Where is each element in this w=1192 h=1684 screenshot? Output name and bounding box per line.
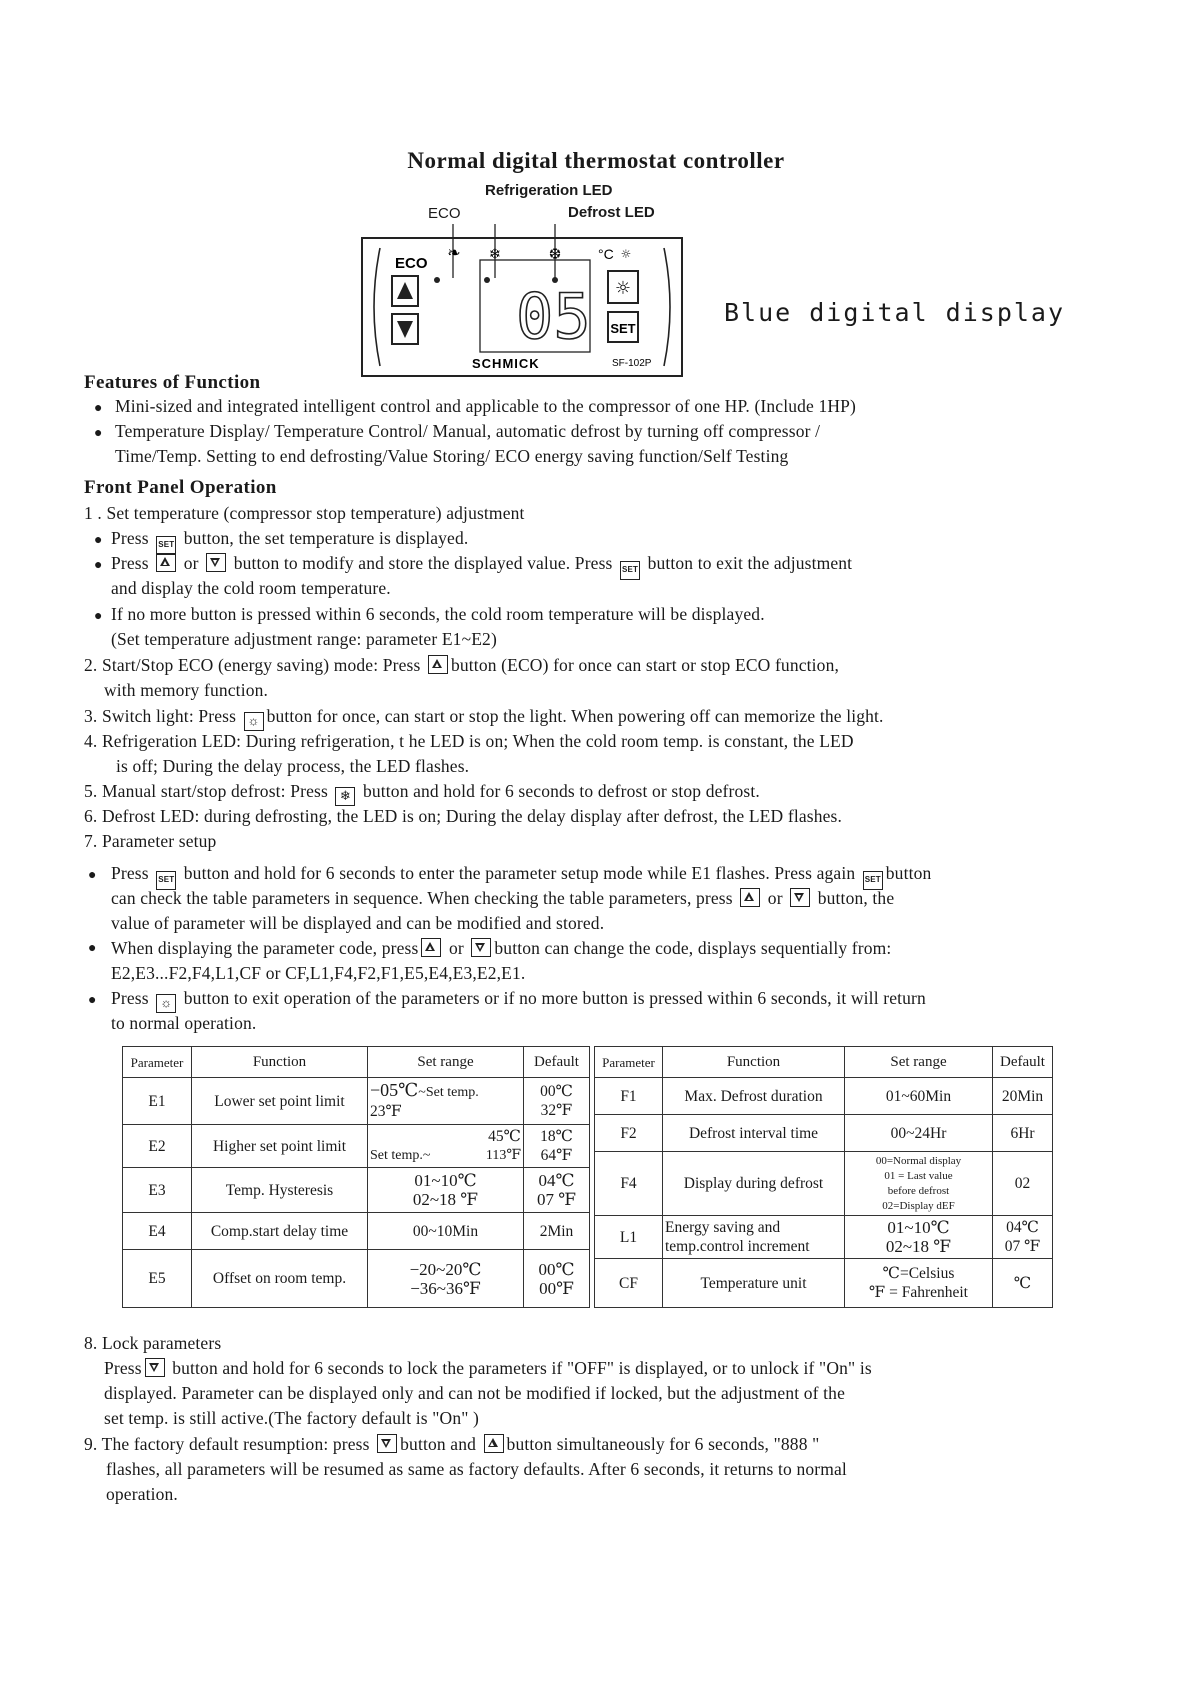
header-default: Default bbox=[993, 1047, 1053, 1078]
features-heading: Features of Function bbox=[84, 372, 261, 393]
step-1b: Press or button to modify and store the displayed value. Press SET button to exit the adjustment bbox=[111, 553, 852, 580]
page-title: Normal digital thermostat controller bbox=[407, 148, 785, 173]
step-6: 6. Defrost LED: during defrosting, the LED is on; During the delay display after defrost, the LED flashes. bbox=[84, 806, 843, 826]
step-8a: Press button and hold for 6 seconds to lock the parameters if "OFF" is displayed, or to unlock if "On" is bbox=[104, 1358, 872, 1378]
table-row bbox=[123, 1047, 590, 1078]
table-row: F2 Defrost interval time 00~24Hr 6Hr bbox=[595, 1115, 1053, 1152]
step-8: 8. Lock parameters bbox=[84, 1333, 222, 1353]
up-icon bbox=[156, 553, 176, 572]
table-row: F4 Display during defrost 00=Normal display 01 = Last value before defrost 02=Display dEF 02 bbox=[595, 1152, 1053, 1216]
leaf-icon: ❧ bbox=[447, 243, 461, 262]
set-icon bbox=[620, 561, 640, 580]
down-icon bbox=[377, 1434, 397, 1453]
table-row: E2 Higher set point limit 45℃ Set temp.~ 113℉ 18℃ 64℉ bbox=[123, 1125, 590, 1168]
table-row bbox=[595, 1047, 1053, 1078]
device-unit-label: °C bbox=[598, 246, 614, 262]
step-4: 4. Refrigeration LED: During refrigeration, t he LED is on; When the cold room temp. is constant, the LED bbox=[84, 731, 854, 751]
step-3: 3. Switch light: Press ☼ button for once, can start or stop the light. When powering off can memorize the light. bbox=[84, 706, 884, 731]
step-8b: displayed. Parameter can be displayed only and can not be modified if locked, but the adjustment of the bbox=[104, 1383, 845, 1403]
step-9c: operation. bbox=[106, 1484, 178, 1504]
header-parameter: Parameter bbox=[595, 1047, 663, 1078]
down-icon bbox=[471, 938, 491, 957]
param-step-1-cont2: value of parameter will be displayed and can be modified and stored. bbox=[111, 913, 605, 933]
defrost-icon: ❆ bbox=[548, 245, 562, 263]
header-set-range: Set range bbox=[845, 1047, 993, 1078]
feature-item: Mini-sized and integrated intelligent control and applicable to the compressor of one HP. (Include 1HP) bbox=[115, 396, 857, 416]
bulb-small-icon: ☼ bbox=[620, 247, 632, 261]
up-icon bbox=[421, 938, 441, 957]
table-row: F1 Max. Defrost duration 01~60Min 20Min bbox=[595, 1078, 1053, 1115]
param-step-3-cont: to normal operation. bbox=[111, 1013, 257, 1033]
step-1: 1 . Set temperature (compressor stop temperature) adjustment bbox=[84, 503, 525, 523]
step-9b: flashes, all parameters will be resumed as same as factory defaults. After 6 seconds, it returns to normal bbox=[106, 1459, 847, 1479]
param-step-3: Press ☼ button to exit operation of the parameters or if no more button is pressed within 6 seconds, it will return bbox=[111, 988, 926, 1013]
up-icon bbox=[484, 1434, 504, 1453]
parameter-table-left bbox=[122, 1046, 590, 1308]
device-eco-label: ECO bbox=[395, 255, 428, 272]
eco-label: ECO bbox=[428, 205, 461, 222]
step-8c: set temp. is still active.(The factory default is "On" ) bbox=[104, 1408, 480, 1428]
step-1a: Press SET button, the set temperature is displayed. bbox=[111, 528, 468, 555]
device-set-label: SET bbox=[610, 321, 636, 336]
table-row: E3 Temp. Hysteresis 01~10℃ 02~18 ℉ 04℃ 07 ℉ bbox=[123, 1168, 590, 1213]
table-row: E4 Comp.start delay time 00~10Min 2Min bbox=[123, 1213, 590, 1250]
step-1b-cont: and display the cold room temperature. bbox=[111, 578, 391, 598]
blue-display-label: Blue digital display bbox=[724, 298, 1066, 327]
snowflake-icon: ❄ bbox=[488, 245, 502, 263]
param-step-1-cont: can check the table parameters in sequence. When checking the table parameters, press or button, the bbox=[111, 888, 895, 908]
light-icon bbox=[244, 712, 264, 731]
parameter-table-right bbox=[594, 1046, 1053, 1308]
defrost-led-label: Defrost LED bbox=[568, 204, 655, 221]
table-row: L1 Energy saving and temp.control increment 01~10℃ 02~18 ℉ 04℃ 07 ℉ bbox=[595, 1216, 1053, 1259]
feature-item: Temperature Display/ Temperature Control/ Manual, automatic defrost by turning off compressor / bbox=[115, 421, 821, 441]
table-row: E5 Offset on room temp. −20~20℃ −36~36℉ 00℃ 00℉ bbox=[123, 1250, 590, 1308]
refrigeration-led-label: Refrigeration LED bbox=[485, 182, 613, 199]
header-function: Function bbox=[663, 1047, 845, 1078]
brand-label: SCHMICK bbox=[472, 356, 540, 371]
header-function: Function bbox=[192, 1047, 368, 1078]
param-step-1: Press SET button and hold for 6 seconds to enter the parameter setup mode while E1 flashes. Press again SET button bbox=[111, 863, 931, 890]
header-parameter: Parameter bbox=[123, 1047, 192, 1078]
table-row: CF Temperature unit ℃=Celsius ℉ = Fahrenheit ℃ bbox=[595, 1259, 1053, 1308]
step-7: 7. Parameter setup bbox=[84, 831, 217, 851]
down-icon bbox=[790, 888, 810, 907]
feature-item: Time/Temp. Setting to end defrosting/Value Storing/ ECO energy saving function/Self Testing bbox=[115, 446, 789, 466]
step-9: 9. The factory default resumption: press button and button simultaneously for 6 seconds, "888 " bbox=[84, 1434, 820, 1454]
up-icon bbox=[740, 888, 760, 907]
up-icon bbox=[428, 655, 448, 674]
controller-illustration bbox=[350, 218, 690, 383]
step-1c: If no more button is pressed within 6 seconds, the cold room temperature will be displayed. bbox=[111, 604, 765, 624]
step-5: 5. Manual start/stop defrost: Press ❄ button and hold for 6 seconds to defrost or stop defrost. bbox=[84, 781, 760, 806]
svg-text:☼: ☼ bbox=[614, 278, 632, 299]
model-label: SF-102P bbox=[612, 358, 652, 369]
step-2-cont: with memory function. bbox=[104, 680, 269, 700]
down-icon bbox=[206, 553, 226, 572]
step-2: 2. Start/Stop ECO (energy saving) mode: Press button (ECO) for once can start or stop ECO function, bbox=[84, 655, 840, 675]
down-icon bbox=[145, 1358, 165, 1377]
light-icon bbox=[156, 994, 176, 1013]
device-digits: 05 bbox=[516, 280, 591, 353]
header-default: Default bbox=[524, 1047, 590, 1078]
defrost-icon bbox=[335, 787, 355, 806]
param-step-2: When displaying the parameter code, press or button can change the code, displays sequentially from: bbox=[111, 938, 892, 958]
front-panel-heading: Front Panel Operation bbox=[84, 477, 277, 498]
param-step-2-cont: E2,E3...F2,F4,L1,CF or CF,L1,F4,F2,F1,E5,E4,E3,E2,E1. bbox=[111, 963, 526, 983]
step-4-cont: is off; During the delay process, the LED flashes. bbox=[116, 756, 470, 776]
table-row: E1 Lower set point limit −05℃~Set temp. 23℉ 00℃ 32℉ bbox=[123, 1078, 590, 1125]
header-set-range: Set range bbox=[368, 1047, 524, 1078]
step-1c-cont: (Set temperature adjustment range: parameter E1~E2) bbox=[111, 629, 497, 649]
